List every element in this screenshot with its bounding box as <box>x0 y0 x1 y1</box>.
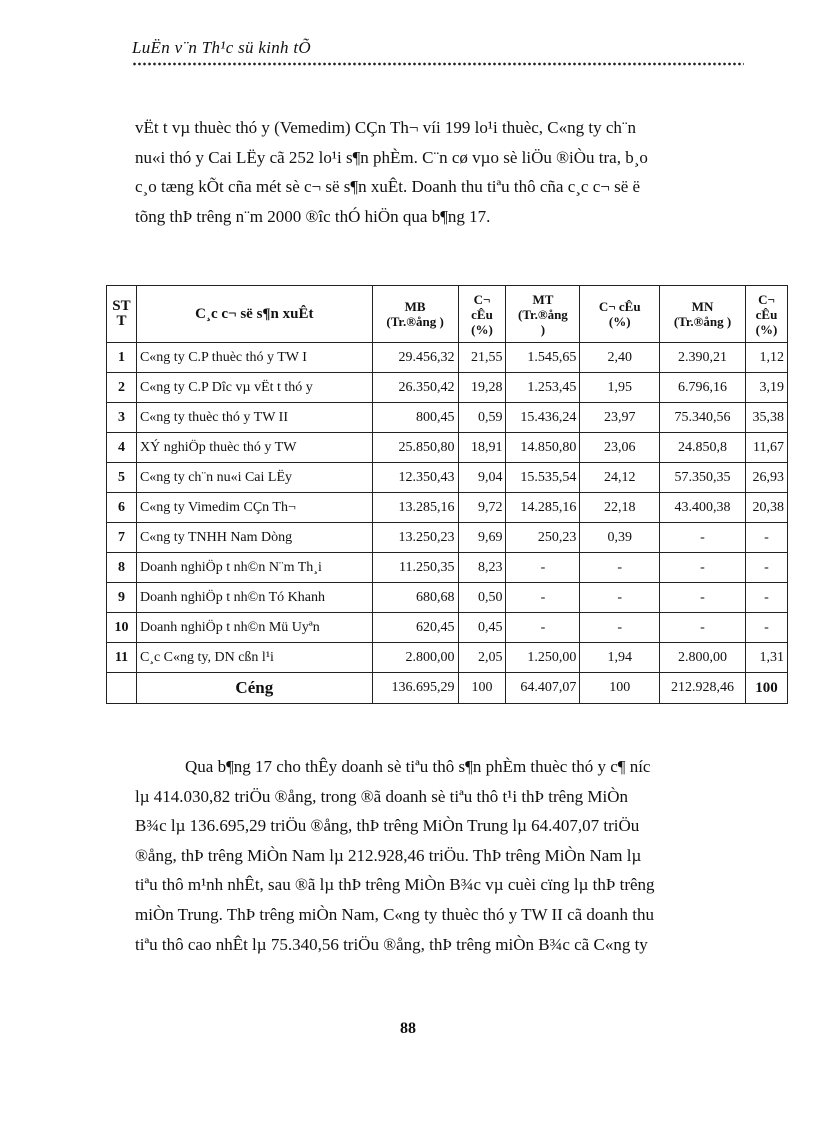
cell-mt: 14.850,80 <box>506 433 580 463</box>
text-line: c¸o tæng kÕt cña mét sè c¬ së s¶n xuÊt. Doanh thu tiªu thô cña c¸c c¬ së ë <box>135 177 641 197</box>
cell-stt: 4 <box>107 433 137 463</box>
cell-cc3: 3,19 <box>745 373 787 403</box>
cell-cc2: 23,06 <box>580 433 660 463</box>
intro-paragraph <box>135 113 743 231</box>
total-mn: 212.928,46 <box>660 673 746 704</box>
page-number: 88 <box>400 1020 416 1037</box>
col-header-name: C¸c c¬ së s¶n xuÊt <box>136 286 372 343</box>
cell-cc2: 1,95 <box>580 373 660 403</box>
cell-mn: - <box>660 613 746 643</box>
table-row <box>107 433 788 463</box>
cell-mn: 6.796,16 <box>660 373 746 403</box>
cell-mb: 29.456,32 <box>372 343 458 373</box>
cell-mb: 620,45 <box>372 613 458 643</box>
table-row <box>107 643 788 673</box>
cell-mn: - <box>660 583 746 613</box>
text-line: B¾c lµ 136.695,29 triÖu ®ång, thÞ trêng MiÒn Trung lµ 64.407,07 triÖu <box>135 816 640 836</box>
col-header-mn: MN (Tr.®ång ) <box>660 286 746 343</box>
cell-cc2: 0,39 <box>580 523 660 553</box>
table-row <box>107 373 788 403</box>
table-total-row <box>107 673 788 704</box>
cell-mb: 25.850,80 <box>372 433 458 463</box>
cell-name: C«ng ty thuèc thó y TW II <box>136 403 372 433</box>
col-header-structure-mb: C¬ cÊu (%) <box>458 286 506 343</box>
header-text: STT <box>112 298 131 329</box>
cell-stt: 1 <box>107 343 137 373</box>
cell-mn: 2.800,00 <box>660 643 746 673</box>
text-line: tiªu thô cao nhÊt lµ 75.340,56 triÖu ®ång, thÞ trêng miÒn B¾c cã C«ng ty <box>135 934 648 954</box>
cell-mt: 15.535,54 <box>506 463 580 493</box>
cell-name: Doanh nghiÖp t nh©n N¨m Th¸i <box>136 553 372 583</box>
cell-name: C¸c C«ng ty, DN cßn l¹i <box>136 643 372 673</box>
cell-cc3: - <box>745 613 787 643</box>
cell-mt: 15.436,24 <box>506 403 580 433</box>
cell-stt: 8 <box>107 553 137 583</box>
cell-mt: - <box>506 613 580 643</box>
analysis-paragraph <box>135 752 743 959</box>
table-row <box>107 463 788 493</box>
total-cc1: 100 <box>458 673 506 704</box>
cell-cc1: 8,23 <box>458 553 506 583</box>
cell-mn: 43.400,38 <box>660 493 746 523</box>
cell-cc3: - <box>745 553 787 583</box>
total-cc3: 100 <box>745 673 787 704</box>
cell-cc3: 35,38 <box>745 403 787 433</box>
cell-mb: 12.350,43 <box>372 463 458 493</box>
text-line: tõng thÞ trêng n¨m 2000 ®îc thÓ hiÖn qua b¶ng 17. <box>135 206 491 226</box>
cell-cc1: 0,45 <box>458 613 506 643</box>
cell-mb: 13.285,16 <box>372 493 458 523</box>
text-line: ®ång, thÞ trêng MiÒn Nam lµ 212.928,46 triÖu. ThÞ trêng MiÒn Nam lµ <box>135 845 642 865</box>
cell-name: XÝ nghiÖp thuèc thó y TW <box>136 433 372 463</box>
text-line: miÒn Trung. ThÞ trêng miÒn Nam, C«ng ty thuèc thó y TW II cã doanh thu <box>135 904 654 924</box>
cell-cc1: 9,69 <box>458 523 506 553</box>
cell-stt: 3 <box>107 403 137 433</box>
cell-cc3: 26,93 <box>745 463 787 493</box>
cell-cc2: - <box>580 583 660 613</box>
dotted-rule <box>132 62 744 66</box>
cell-cc3: - <box>745 523 787 553</box>
cell-cc1: 0,59 <box>458 403 506 433</box>
cell-cc2: 23,97 <box>580 403 660 433</box>
cell-name: C«ng ty Vimedim CÇn Th¬ <box>136 493 372 523</box>
text-line: vËt t vµ thuèc thó y (Vemedim) CÇn Th¬ víi 199 lo¹i thuèc, C«ng ty ch¨n <box>135 118 637 137</box>
total-cc2: 100 <box>580 673 660 704</box>
cell-mt: 1.545,65 <box>506 343 580 373</box>
cell-cc1: 0,50 <box>458 583 506 613</box>
cell-cc3: - <box>745 583 787 613</box>
cell-cc2: - <box>580 553 660 583</box>
cell-name: Doanh nghiÖp t nh©n Mü Uyªn <box>136 613 372 643</box>
table-row <box>107 553 788 583</box>
cell-mb: 26.350,42 <box>372 373 458 403</box>
cell-stt: 11 <box>107 643 137 673</box>
cell-stt: 9 <box>107 583 137 613</box>
table-row <box>107 523 788 553</box>
cell-mn: 57.350,35 <box>660 463 746 493</box>
cell-name: C«ng ty TNHH Nam Dòng <box>136 523 372 553</box>
cell-cc2: - <box>580 613 660 643</box>
cell-cc2: 2,40 <box>580 343 660 373</box>
total-mt: 64.407,07 <box>506 673 580 704</box>
text-line: lµ 414.030,82 triÖu ®ång, trong ®ã doanh sè tiªu thô t¹i thÞ trêng MiÒn <box>135 786 629 806</box>
text-line: nu«i thó y Cai LËy cã 252 lo¹i s¶n phÈm. C¨n cø vµo sè liÖu ®iÒu tra, b¸o <box>135 147 648 167</box>
cell-mn: 24.850,8 <box>660 433 746 463</box>
table-row <box>107 343 788 373</box>
cell-cc3: 20,38 <box>745 493 787 523</box>
cell-mn: 75.340,56 <box>660 403 746 433</box>
total-mb: 136.695,29 <box>372 673 458 704</box>
cell-cc1: 2,05 <box>458 643 506 673</box>
cell-empty <box>107 673 137 704</box>
cell-name: C«ng ty C.P Dîc vµ vËt t thó y <box>136 373 372 403</box>
text-line: Qua b¶ng 17 cho thÊy doanh sè tiªu thô s¶n phÈm thuèc thó y c¶ níc <box>185 757 651 776</box>
table-row <box>107 613 788 643</box>
col-header-stt <box>107 286 137 343</box>
cell-cc1: 18,91 <box>458 433 506 463</box>
col-header-mb: MB (Tr.®ång ) <box>372 286 458 343</box>
cell-mt: - <box>506 583 580 613</box>
col-header-mt: MT (Tr.®ång ) <box>506 286 580 343</box>
cell-cc1: 21,55 <box>458 343 506 373</box>
cell-mb: 11.250,35 <box>372 553 458 583</box>
cell-cc3: 1,12 <box>745 343 787 373</box>
cell-mt: 14.285,16 <box>506 493 580 523</box>
cell-mt: - <box>506 553 580 583</box>
cell-cc1: 19,28 <box>458 373 506 403</box>
cell-cc2: 24,12 <box>580 463 660 493</box>
table-header-row <box>107 286 788 343</box>
cell-name: C«ng ty C.P thuèc thó y TW I <box>136 343 372 373</box>
table-row <box>107 583 788 613</box>
col-header-structure-mn: C¬ cÊu (%) <box>745 286 787 343</box>
col-header-structure-mt: C¬ cÊu (%) <box>580 286 660 343</box>
table-row <box>107 493 788 523</box>
cell-cc1: 9,04 <box>458 463 506 493</box>
cell-cc2: 1,94 <box>580 643 660 673</box>
cell-mb: 2.800,00 <box>372 643 458 673</box>
cell-name: C«ng ty ch¨n nu«i Cai LËy <box>136 463 372 493</box>
cell-stt: 5 <box>107 463 137 493</box>
cell-cc3: 1,31 <box>745 643 787 673</box>
total-label: Céng <box>136 673 372 704</box>
text-line: tiªu thô m¹nh nhÊt, sau ®ã lµ thÞ trêng MiÒn B¾c vµ cuèi cïng lµ thÞ trêng <box>135 875 655 895</box>
cell-name: Doanh nghiÖp t nh©n Tó Khanh <box>136 583 372 613</box>
sales-table <box>106 285 788 704</box>
cell-stt: 7 <box>107 523 137 553</box>
cell-mn: 2.390,21 <box>660 343 746 373</box>
cell-mb: 680,68 <box>372 583 458 613</box>
cell-mb: 800,45 <box>372 403 458 433</box>
running-header: LuËn v¨n Th¹c sü kinh tÕ <box>132 38 311 57</box>
cell-mn: - <box>660 553 746 583</box>
cell-cc3: 11,67 <box>745 433 787 463</box>
cell-stt: 2 <box>107 373 137 403</box>
cell-mt: 250,23 <box>506 523 580 553</box>
cell-mt: 1.253,45 <box>506 373 580 403</box>
cell-mt: 1.250,00 <box>506 643 580 673</box>
cell-stt: 6 <box>107 493 137 523</box>
cell-mb: 13.250,23 <box>372 523 458 553</box>
cell-mn: - <box>660 523 746 553</box>
cell-stt: 10 <box>107 613 137 643</box>
table-row <box>107 403 788 433</box>
cell-cc2: 22,18 <box>580 493 660 523</box>
cell-cc1: 9,72 <box>458 493 506 523</box>
